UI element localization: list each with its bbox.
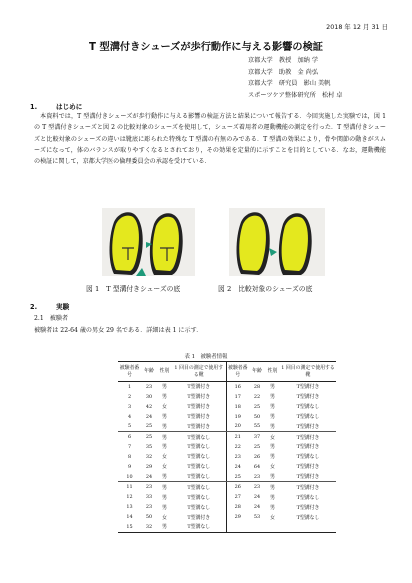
table-row [118, 402, 336, 412]
section-title: 実験 [56, 303, 70, 311]
table-row [118, 492, 336, 502]
cell-first-shoe: T型溝なし [172, 472, 226, 482]
cell-subject-number: 6 [127, 434, 132, 440]
table-row [118, 462, 336, 472]
cell-sex: 男 [270, 504, 275, 511]
table-row [118, 482, 336, 492]
subsection-number: 2.1 [34, 315, 44, 322]
subject-info-table [118, 361, 336, 533]
cell-first-shoe: T型溝なし [187, 494, 211, 501]
header-subject-number: 被験者番号 [118, 362, 141, 382]
cell-first-shoe: T型溝なし [187, 434, 211, 441]
cell-subject-number: 14 [126, 514, 133, 521]
cell-first-shoe: T型溝なし [296, 404, 320, 411]
cell-subject-number: 3 [127, 403, 132, 410]
cell-age: 50 [253, 413, 261, 420]
cell-sex: 男 [162, 444, 167, 451]
table-row [118, 502, 336, 512]
figure-1-photo [102, 208, 195, 276]
author-list [218, 55, 388, 101]
cell-first-shoe: T型溝付き [187, 394, 211, 401]
cell-age: 55 [249, 422, 265, 432]
figure-2-caption: 図 2 比較対象のシューズの底 [218, 285, 313, 293]
cell-subject-number: 22 [226, 442, 249, 452]
cell-first-shoe: T型溝なし [296, 414, 320, 421]
cell-sex: 男 [270, 484, 275, 491]
cell-sex: 男 [162, 394, 167, 401]
subsection-title: 被験者 [49, 315, 69, 322]
cell-subject-number: 25 [226, 472, 249, 482]
figure-1-caption: 図 1 T 型溝付きシューズの底 [86, 285, 181, 293]
cell-sex: 女 [162, 454, 167, 461]
cell-first-shoe: T型溝なし [296, 454, 320, 461]
cell-first-shoe: T型溝なし [187, 444, 211, 451]
cell-first-shoe: T型溝なし [187, 454, 211, 461]
cell-first-shoe: T型溝なし [172, 522, 226, 532]
header-age: 年齢 [249, 362, 265, 382]
cell-sex: 女 [162, 464, 167, 471]
author-line: 京都大学 研究員 影山 美帆 [248, 80, 331, 88]
cell-subject-number: 13 [126, 504, 133, 511]
cell-first-shoe: T型溝付き [280, 422, 336, 432]
cell-first-shoe: T型溝付き [187, 404, 211, 411]
cell-subject-number: 8 [127, 453, 132, 460]
header-first-shoe: 1 回目の測定で使用する靴 [172, 362, 226, 382]
cell-sex: 男 [162, 504, 167, 511]
paragraph-text: 本資料では，T 型溝付きシューズが歩行動作に与える影響の検証方法と結果について報告する．今回実施した実験では，図 1 の T 型溝付きシューズと図 2 の比較対象のシューズを使用して，シューズ着用者の運動機能の測定を行った．T 型溝付きシューズと比較対象のシューズの違いは靴底に彫られた特殊な T 型溝の有無のみである．T 型溝の効果により，骨や関節の動きがスムーズになって，体のバランスが取りやすくなるとされており，その効果を定量的に示すことを目的としている．なお，運動機能の検証に関して，京都大学医の倫理委員会の承認を受けている． [34, 113, 386, 166]
cell-age: 22 [253, 393, 261, 400]
cell-age: 29 [145, 463, 153, 470]
cell-age: 24 [253, 504, 261, 511]
cell-sex: 男 [270, 404, 275, 411]
cell-sex: 男 [270, 414, 275, 421]
cell-subject-number: 17 [226, 392, 249, 402]
cell-first-shoe: T型溝付き [187, 514, 211, 521]
cell-sex: 男 [157, 472, 172, 482]
cell-sex: 男 [265, 472, 280, 482]
cell-age: 25 [145, 434, 153, 440]
cell-subject-number: 1 [127, 383, 132, 390]
header-age: 年齢 [141, 362, 157, 382]
cell-subject-number: 29 [226, 512, 249, 522]
cell-first-shoe: T型溝付き [296, 444, 320, 451]
cell-first-shoe: T型溝付き [280, 472, 336, 482]
cell-first-shoe: T型溝付き [187, 414, 211, 421]
introduction-paragraph [34, 111, 386, 167]
table-row [118, 412, 336, 422]
cell-subject-number [226, 522, 249, 532]
section-number: 2. [30, 303, 38, 311]
figure-2-photo [229, 208, 325, 276]
cell-first-shoe: T型溝付き [296, 394, 320, 401]
table-row [118, 382, 336, 392]
cell-age: 32 [145, 453, 153, 460]
author-line: 京都大学 助教 金 尚弘 [248, 68, 319, 76]
cell-first-shoe: T型溝なし [187, 464, 211, 471]
cell-sex: 男 [270, 494, 275, 501]
cell-first-shoe: T型溝なし [187, 504, 211, 511]
cell-age: 25 [141, 422, 157, 432]
cell-subject-number: 18 [226, 402, 249, 412]
cell-age: 35 [145, 443, 153, 450]
cell-sex: 女 [270, 514, 275, 521]
cell-sex: 女 [270, 464, 275, 471]
table-row [118, 392, 336, 402]
cell-sex: 男 [157, 422, 172, 432]
table-row [118, 432, 336, 442]
cell-first-shoe: T型溝なし [296, 514, 320, 521]
cell-first-shoe: T型溝付き [172, 422, 226, 432]
subsection-2-1-heading [34, 313, 68, 322]
cell-subject-number: 15 [118, 522, 141, 532]
cell-first-shoe: T型溝なし [187, 484, 211, 491]
document-date: 2018 年 12 月 31 日 [326, 23, 388, 31]
cell-sex: 女 [270, 434, 275, 441]
cell-subject-number: 11 [126, 484, 133, 491]
shoe-sole-t-groove-image [102, 208, 195, 276]
author-line: 京都大学 教授 加納 学 [248, 57, 319, 64]
header-subject-number: 被験者番号 [226, 362, 249, 382]
header-sex: 性別 [265, 362, 280, 382]
header-sex: 性別 [157, 362, 172, 382]
cell-subject-number: 2 [127, 393, 132, 400]
cell-first-shoe: T型溝付き [296, 504, 320, 511]
cell-sex: 男 [270, 454, 275, 461]
cell-subject-number: 23 [226, 452, 249, 462]
cell-age: 28 [253, 383, 261, 390]
cell-sex: 男 [265, 422, 280, 432]
cell-age: 25 [253, 403, 261, 410]
cell-age: 23 [145, 504, 153, 511]
cell-age: 33 [145, 494, 153, 501]
cell-subject-number: 9 [127, 463, 132, 470]
cell-age: 26 [253, 453, 261, 460]
cell-sex: 男 [162, 484, 167, 491]
cell-first-shoe: T型溝付き [187, 384, 211, 391]
cell-age: 50 [145, 514, 153, 521]
cell-subject-number: 16 [226, 382, 249, 392]
cell-subject-number: 12 [126, 494, 133, 501]
cell-subject-number: 28 [226, 502, 249, 512]
section-number: 1. [30, 103, 38, 111]
table-row [118, 452, 336, 462]
cell-subject-number: 27 [226, 492, 249, 502]
table-row [118, 512, 336, 522]
cell-sex: 女 [162, 514, 167, 521]
cell-age: 23 [249, 472, 265, 482]
table-caption: 表 1 被験者情報 [184, 354, 228, 360]
cell-sex: 男 [270, 394, 275, 401]
cell-first-shoe: T型溝なし [296, 494, 320, 501]
table-row [118, 472, 336, 482]
author-line: スポーツケア整体研究所 松村 卓 [248, 91, 343, 99]
cell-age [249, 522, 265, 532]
cell-subject-number: 10 [118, 472, 141, 482]
cell-first-shoe: T型溝付き [296, 434, 320, 441]
cell-subject-number: 21 [226, 432, 249, 442]
cell-sex [265, 522, 280, 532]
cell-sex: 女 [162, 404, 167, 411]
table-row [118, 522, 336, 532]
cell-age: 32 [141, 522, 157, 532]
cell-sex: 男 [270, 384, 275, 391]
cell-subject-number: 4 [127, 413, 132, 420]
cell-age: 53 [253, 514, 261, 521]
cell-subject-number: 5 [118, 422, 141, 432]
cell-first-shoe: T型溝付き [296, 384, 320, 391]
cell-sex: 男 [162, 414, 167, 421]
table-header-row [118, 362, 336, 382]
section-title: はじめに [56, 103, 83, 111]
cell-age: 23 [253, 484, 261, 491]
cell-subject-number: 7 [127, 443, 132, 450]
cell-sex: 男 [270, 444, 275, 451]
cell-age: 23 [145, 484, 153, 491]
cell-age: 24 [145, 413, 153, 420]
section-1-heading [30, 101, 82, 111]
cell-first-shoe [280, 522, 336, 532]
shoe-sole-comparison-image [229, 208, 325, 276]
cell-first-shoe: T型溝付き [296, 464, 320, 471]
cell-age: 30 [145, 393, 153, 400]
cell-age: 25 [253, 443, 261, 450]
table-row [118, 422, 336, 432]
cell-age: 24 [141, 472, 157, 482]
cell-subject-number: 24 [226, 462, 249, 472]
header-first-shoe: 1 回目の測定で使用する靴 [280, 362, 336, 382]
cell-subject-number: 20 [226, 422, 249, 432]
cell-age: 37 [253, 434, 261, 440]
table-body [118, 382, 336, 533]
cell-sex: 男 [157, 522, 172, 532]
cell-age: 24 [253, 494, 261, 501]
cell-age: 42 [145, 403, 153, 410]
subjects-sentence: 被験者は 22-64 歳の男女 29 名である．詳細は表 1 に示す． [34, 327, 203, 334]
cell-sex: 男 [162, 434, 167, 441]
section-2-heading [30, 301, 69, 311]
cell-age: 64 [253, 463, 261, 470]
table-row [118, 442, 336, 452]
cell-subject-number: 26 [226, 482, 249, 492]
cell-subject-number: 19 [226, 412, 249, 422]
cell-sex: 男 [162, 494, 167, 501]
document-title: T 型溝付きシューズが歩行動作に与える影響の検証 [89, 42, 323, 53]
cell-first-shoe: T型溝付き [296, 484, 320, 491]
cell-sex: 男 [162, 384, 167, 391]
cell-age: 23 [145, 383, 153, 390]
